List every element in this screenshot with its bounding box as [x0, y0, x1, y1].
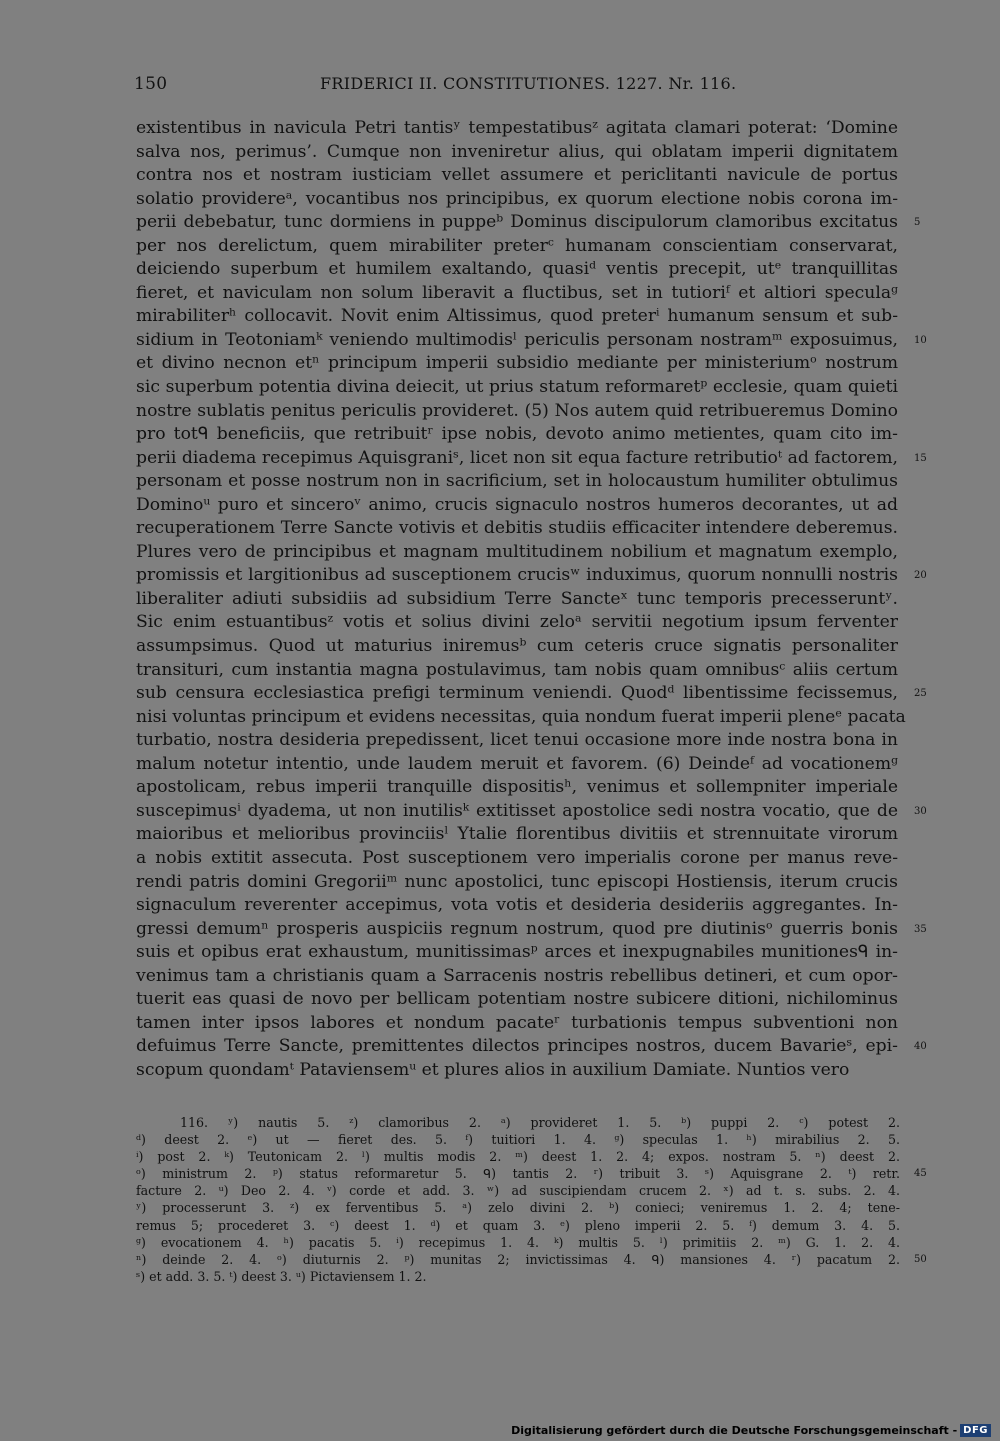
line-number: 30 — [914, 805, 927, 817]
text-line-content: scopum quondamᵗ Pataviensemᵘ et plures alios in auxilium Damiate. Nuntios vero — [136, 1059, 850, 1080]
text-line-content: tuerit eas quasi de novo per bellicam potentiam nostre subicere ditioni, nichilominus — [136, 989, 898, 1010]
line-number: 45 — [914, 1168, 927, 1180]
line-number: 10 — [914, 334, 927, 346]
text-line — [136, 706, 906, 730]
footnote-line — [136, 1131, 900, 1148]
text-line — [136, 305, 898, 329]
text-line-content: turbatio, nostra desideria prepedissent, licet tenui occasione more inde nostra bona in — [136, 730, 898, 751]
text-line-content: existentibus in navicula Petri tantisʸ tempestatibusᶻ agitata clamari poterat: ‘Domine — [136, 118, 898, 138]
line-number: 40 — [914, 1041, 927, 1053]
text-line-content: per nos derelictum, quem mirabiliter preterᶜ humanam conscientiam conservarat, — [136, 235, 898, 256]
text-line-content: sidium in Teotoniamᵏ veniendo multimodisˡ periculis personam nostramᵐ exposuimus, — [136, 329, 898, 350]
text-line-content: perii diadema recepimus Aquisgraniˢ, licet non sit equa facture retributioᵗ ad factorem, — [136, 447, 898, 468]
text-line-content: Sic enim estuantibusᶻ votis et solius divini zeloᵃ servitii negotium ipsum ferventer — [136, 612, 898, 633]
text-line-content: transituri, cum instantia magna postulavimus, tam nobis quam omnibusᶜ aliis certum — [136, 659, 898, 680]
text-line-content: sic superbum potentia divina deiecit, ut prius statum reformaretᵖ ecclesie, quam quieti — [136, 377, 898, 398]
text-line — [136, 988, 898, 1012]
line-number: 25 — [914, 688, 927, 700]
credit-text: Digitalisierung gefördert durch die Deutsche Forschungsgemeinschaft - — [511, 1423, 958, 1437]
text-line-content: suscepimusⁱ dyadema, ut non inutilisᵏ extitisset apostolice sedi nostra vocatio, que de — [136, 800, 898, 821]
text-line — [136, 235, 898, 259]
text-line — [136, 1035, 927, 1059]
footnote-line — [136, 1199, 900, 1216]
text-line — [136, 141, 898, 165]
text-line-content: signaculum reverenter accepimus, vota votis et desideria desideriis aggregantes. In- — [136, 895, 898, 916]
text-line-content: maioribus et melioribus provinciisˡ Ytalie florentibus divitiis et strennuitate virorum — [136, 824, 898, 845]
footnote-line — [136, 1217, 900, 1234]
text-line — [136, 352, 898, 376]
footnote-line-content: ⁿ) deinde 2. 4. ᵒ) diuturnis 2. ᵖ) munitas 2; invictissimas 4. ᑫ) mansiones 4. ʳ) pacatum 2. — [136, 1251, 900, 1267]
text-line-content: gressi demumⁿ prosperis auspiciis regnum nostrum, quod pre diutinisᵒ guerris bonis — [136, 918, 898, 939]
footnote-line-content: ᵈ) deest 2. ᵉ) ut — fieret des. 5. ᶠ) tuitiori 1. 4. ᵍ) speculas 1. ʰ) mirabilius 2. 5. — [136, 1132, 900, 1148]
text-line — [136, 541, 898, 565]
text-line-content: venimus tam a christianis quam a Sarracenis nostris rebellibus detineri, et cum opor- — [136, 965, 898, 986]
footnote-line — [136, 1251, 927, 1268]
text-line — [136, 164, 898, 188]
text-line — [136, 258, 898, 282]
page-number: 150 — [134, 74, 168, 94]
text-line — [136, 941, 898, 965]
text-line-content: nisi voluntas principum et evidens necessitas, quia nondum fuerat imperii pleneᵉ pacata — [136, 706, 906, 727]
text-line-content: personam et posse nostrum non in sacrificium, set in holocaustum humiliter obtulimus — [136, 471, 898, 492]
main-text — [136, 117, 927, 1082]
text-line-content: suis et opibus erat exhaustum, munitissimasᵖ arces et inexpugnabiles munitionesᑫ in- — [136, 942, 898, 963]
footnote-line — [136, 1165, 927, 1182]
text-line — [136, 564, 927, 588]
footnote-line — [136, 1114, 900, 1131]
text-line-content: mirabiliterʰ collocavit. Novit enim Altissimus, quod preterⁱ humanum sensum et sub- — [136, 306, 898, 327]
line-number: 5 — [914, 217, 921, 229]
text-line-content: defuimus Terre Sancte, premittentes dilectos principes nostros, ducem Bavarieˢ, epi- — [136, 1036, 898, 1057]
footnote-line-content: ⁱ) post 2. ᵏ) Teutonicam 2. ˡ) multis modis 2. ᵐ) deest 1. 2. 4; expos. nostram 5. ⁿ) deest 2. — [136, 1149, 900, 1165]
text-line — [136, 635, 898, 659]
text-line — [136, 918, 927, 942]
text-line-content: assumpsimus. Quod ut maturius iniremusᵇ cum ceteris cruce signatis personaliter — [136, 636, 898, 657]
text-line — [136, 517, 898, 541]
text-line — [136, 282, 898, 306]
text-line — [136, 682, 927, 706]
text-line — [136, 588, 898, 612]
footnote-line-content: facture 2. ᵘ) Deo 2. 4. ᵛ) corde et add. 3. ʷ) ad suscipiendam crucem 2. ˣ) ad t. s. subs. 2. 4. — [136, 1183, 900, 1199]
text-line — [136, 494, 898, 518]
footnote-line-content: ᵒ) ministrum 2. ᵖ) status reformaretur 5. ᑫ) tantis 2. ʳ) tribuit 3. ˢ) Aquisgrane 2. ᵗ) retr. — [136, 1166, 900, 1182]
text-line-content: et divino necnon etⁿ principum imperii subsidio mediante per ministeriumᵒ nostrum — [136, 353, 898, 374]
text-line-content: apostolicam, rebus imperii tranquille dispositisʰ, venimus et sollempniter imperiale — [136, 777, 898, 798]
footnote-line — [136, 1148, 900, 1165]
text-line — [136, 823, 898, 847]
text-line — [136, 965, 898, 989]
text-line — [136, 423, 898, 447]
text-line-content: malum notetur intentio, unde laudem meruit et favorem. (6) Deindeᶠ ad vocationemᵍ — [136, 753, 898, 774]
text-line — [136, 329, 927, 353]
text-line-content: fieret, et naviculam non solum liberavit a fluctibus, set in tutioriᶠ et altiori speculaᵍ — [136, 282, 898, 303]
text-line-content: deiciendo superbum et humilem exaltando, quasiᵈ ventis precepit, utᵉ tranquillitas — [136, 259, 898, 280]
text-line — [136, 659, 898, 683]
line-number: 15 — [914, 452, 927, 464]
text-line-content: sub censura ecclesiastica prefigi terminum veniendi. Quodᵈ libentissime fecissemus, — [136, 683, 898, 704]
text-line — [136, 1059, 898, 1083]
text-line — [136, 729, 898, 753]
digitization-credit — [511, 1421, 991, 1439]
text-line-content: a nobis extitit assecuta. Post susceptionem vero imperialis corone per manus reve- — [136, 847, 898, 868]
line-number: 50 — [914, 1253, 927, 1265]
text-line-content: salva nos, perimus’. Cumque non inveniretur alius, qui oblatam imperii dignitatem — [136, 141, 898, 162]
footnote-line-content: ᵍ) evocationem 4. ʰ) pacatis 5. ⁱ) recepimus 1. 4. ᵏ) multis 5. ˡ) primitiis 2. ᵐ) G. 1. 2. 4. — [136, 1234, 900, 1250]
text-line-content: Plures vero de principibus et magnam multitudinem nobilium et magnatum exemplo, — [136, 541, 898, 562]
text-line — [136, 470, 898, 494]
text-line — [136, 776, 898, 800]
running-header — [134, 74, 898, 98]
footnote-line — [136, 1268, 900, 1285]
text-line — [136, 800, 927, 824]
footnotes — [136, 1114, 927, 1285]
footnote-line-content: ˢ) et add. 3. 5. ᵗ) deest 3. ᵘ) Pictaviensem 1. 2. — [136, 1268, 427, 1284]
text-line — [136, 894, 898, 918]
text-line — [136, 447, 927, 471]
running-title: FRIDERICI II. CONSTITUTIONES. 1227. Nr. 116. — [320, 74, 737, 93]
dfg-logo: DFG — [960, 1424, 991, 1437]
text-line — [136, 188, 898, 212]
text-line — [136, 376, 898, 400]
text-line-content: perii debebatur, tunc dormiens in puppeᵇ Dominus discipulorum clamoribus excitatus — [136, 212, 898, 233]
text-line-content: tamen inter ipsos labores et nondum pacateʳ turbationis tempus subventioni non — [136, 1012, 898, 1033]
text-line — [136, 211, 921, 235]
text-line — [136, 117, 898, 141]
text-line-content: promissis et largitionibus ad susceptionem crucisʷ induximus, quorum nonnulli nostris — [136, 565, 898, 586]
text-line — [136, 1012, 898, 1036]
text-line-content: solatio providereᵃ, vocantibus nos principibus, ex quorum electione nobis corona im- — [136, 188, 898, 209]
text-line — [136, 871, 898, 895]
text-line-content: nostre sublatis penitus periculis provideret. (5) Nos autem quid retribueremus Domino — [136, 400, 898, 421]
footnote-line — [136, 1234, 900, 1251]
footnote-line-content: ʸ) processerunt 3. ᶻ) ex ferventibus 5. ᵃ) zelo divini 2. ᵇ) conieci; veniremus 1. 2. 4; tene- — [136, 1200, 900, 1216]
text-line-content: rendi patris domini Gregoriiᵐ nunc apostolici, tunc episcopi Hostiensis, iterum crucis — [136, 871, 898, 892]
line-number: 35 — [914, 923, 927, 935]
text-line-content: pro totᑫ beneficiis, que retribuitʳ ipse nobis, devoto animo metientes, quam cito im- — [136, 424, 898, 445]
text-line — [136, 611, 898, 635]
line-number: 20 — [914, 570, 927, 582]
text-line-content: recuperationem Terre Sancte votivis et debitis studiis efficaciter intendere deberemus. — [136, 518, 898, 539]
footnote-line-content: remus 5; procederet 3. ᶜ) deest 1. ᵈ) et quam 3. ᵉ) pleno imperii 2. 5. ᶠ) demum 3. 4. 5. — [136, 1217, 900, 1233]
text-line — [136, 400, 898, 424]
footnote-line-content: 116. ʸ) nautis 5. ᶻ) clamoribus 2. ᵃ) provideret 1. 5. ᵇ) puppi 2. ᶜ) potest 2. — [180, 1115, 900, 1130]
text-line — [136, 753, 898, 777]
text-line — [136, 847, 898, 871]
text-line-content: liberaliter adiuti subsidiis ad subsidium Terre Sancteˣ tunc temporis precesseruntʸ. — [136, 588, 898, 609]
footnote-line — [136, 1182, 900, 1199]
text-line-content: contra nos et nostram iusticiam vellet assumere et periclitanti navicule de portus — [136, 165, 898, 186]
text-line-content: Dominoᵘ puro et sinceroᵛ animo, crucis signaculo nostros humeros decorantes, ut ad — [136, 494, 898, 515]
